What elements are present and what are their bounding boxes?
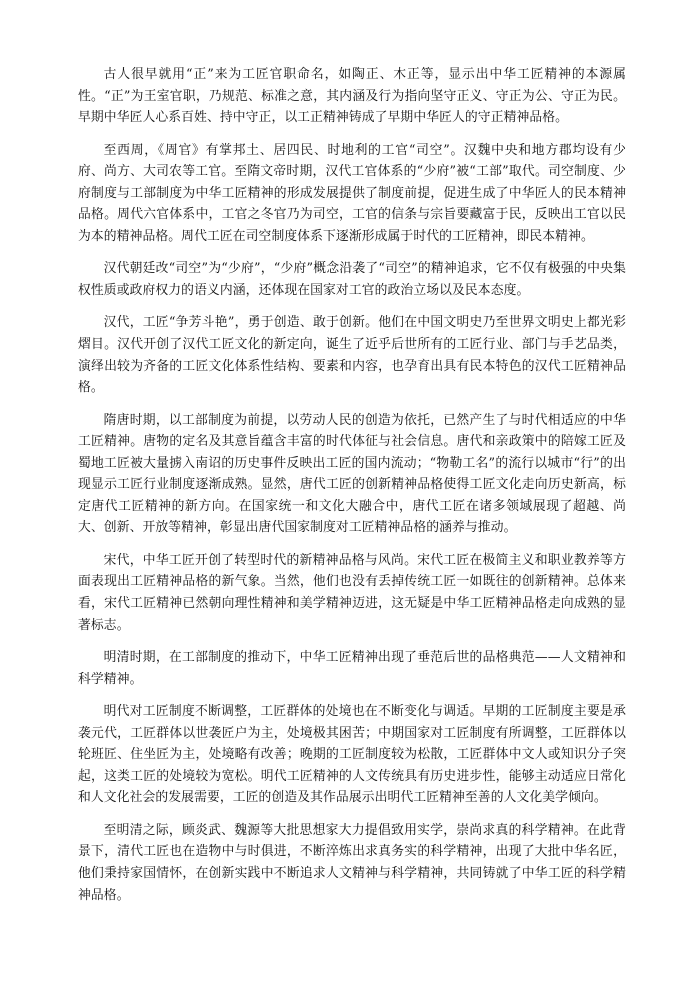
paragraph-9: 至明清之际，顾炎武、魏源等大批思想家大力提倡致用实学，崇尚求真的科学精神。在此背景下，清代工匠也在造物中与时俱进，不断淬炼出求真务实的科学精神，出现了大批中华名匠，他们秉持家国情怀，在创新实践中不断追求人文精神与科学精神，共同铸就了中华工匠的科学精神品格。	[78, 822, 626, 903]
paragraph-7: 明清时期，在工部制度的推动下，中华工匠精神出现了垂范后世的品格典范——人文精神和科学精神。	[78, 650, 626, 687]
paragraph-5: 隋唐时期，以工部制度为前提，以劳动人民的创造为依托，已然产生了与时代相适应的中华工匠精神。唐物的定名及其意旨蕴含丰富的时代体征与社会信息。唐代和亲政策中的陪嫁工匠及蜀地工匠被大量掳入南诏的历史事件反映出工匠的国内流动；“物勒工名”的流行以城市“行”的出现显示工匠行业制度逐渐成熟。显然，唐代工匠的创新精神品格使得工匠文化走向历史新高，标定唐代工匠精神的新方向。在国家统一和文化大融合中，唐代工匠在诸多领域展现了超越、尚大、创新、开放等精神，彰显出唐代国家制度对工匠精神品格的涵养与推动。	[78, 412, 626, 536]
paragraph-4: 汉代，工匠“争芳斗艳”，勇于创造、敢于创新。他们在中国文明史乃至世界文明史上都光彩熠目。汉代开创了汉代工匠文化的新定向，诞生了近乎后世所有的工匠行业、部门与手艺品类，演绎出较为齐备的工匠文化体系性结构、要素和内容，也孕育出具有民本特色的汉代工匠精神品格。	[78, 315, 626, 396]
paragraph-3: 汉代朝廷改“司空”为“少府”，“少府”概念沿袭了“司空”的精神追求，它不仅有极强的中央集权性质或政府权力的语义内涵，还体现在国家对工官的政治立场以及民本态度。	[78, 261, 626, 298]
paragraph-8: 明代对工匠制度不断调整，工匠群体的处境也在不断变化与调适。早期的工匠制度主要是承袭元代，工匠群体以世袭匠户为主，处境极其困苦；中期国家对工匠制度有所调整，工匠群体以轮班匠、住坐匠为主，处境略有改善；晚期的工匠制度较为松散，工匠群体中文人或知识分子突起，这类工匠的处境较为宽松。明代工匠精神的人文传统具有历史进步性，能够主动适应日常化和人文化社会的发展需要，工匠的创造及其作品展示出明代工匠精神至善的人文化美学倾向。	[78, 704, 626, 806]
paragraph-6: 宋代，中华工匠开创了转型时代的新精神品格与风尚。宋代工匠在极简主义和职业教养等方面表现出工匠精神品格的新气象。当然，他们也没有丢掉传统工匠一如既往的创新精神。总体来看，宋代工匠精神已然朝向理性精神和美学精神迈进，这无疑是中华工匠精神品格走向成熟的显著标志。	[78, 552, 626, 633]
paragraph-2: 至西周，《周官》有掌邦土、居四民、时地利的工官“司空”。汉魏中央和地方郡均设有少府、尚方、大司农等工官。至隋文帝时期，汉代工官体系的“少府”被“工部”取代。司空制度、少府制度与工部制度为中华工匠精神的形成发展提供了制度前提，促进生成了中华匠人的民本精神品格。周代六官体系中，工官之冬官乃为司空，工官的信条与宗旨要藏富于民，反映出工官以民为本的精神品格。周代工匠在司空制度体系下逐渐形成属于时代的工匠精神，即民本精神。	[78, 142, 626, 244]
paragraph-1: 古人很早就用“正”来为工匠官职命名，如陶正、木正等，显示出中华工匠精神的本源属性。“正”为王室官职，乃规范、标准之意，其内涵及行为指向坚守正义、守正为公、守正为民。早期中华匠人心系百姓、持中守正，以工正精神铸成了早期中华匠人的守正精神品格。	[78, 67, 626, 126]
article-body	[78, 64, 626, 917]
